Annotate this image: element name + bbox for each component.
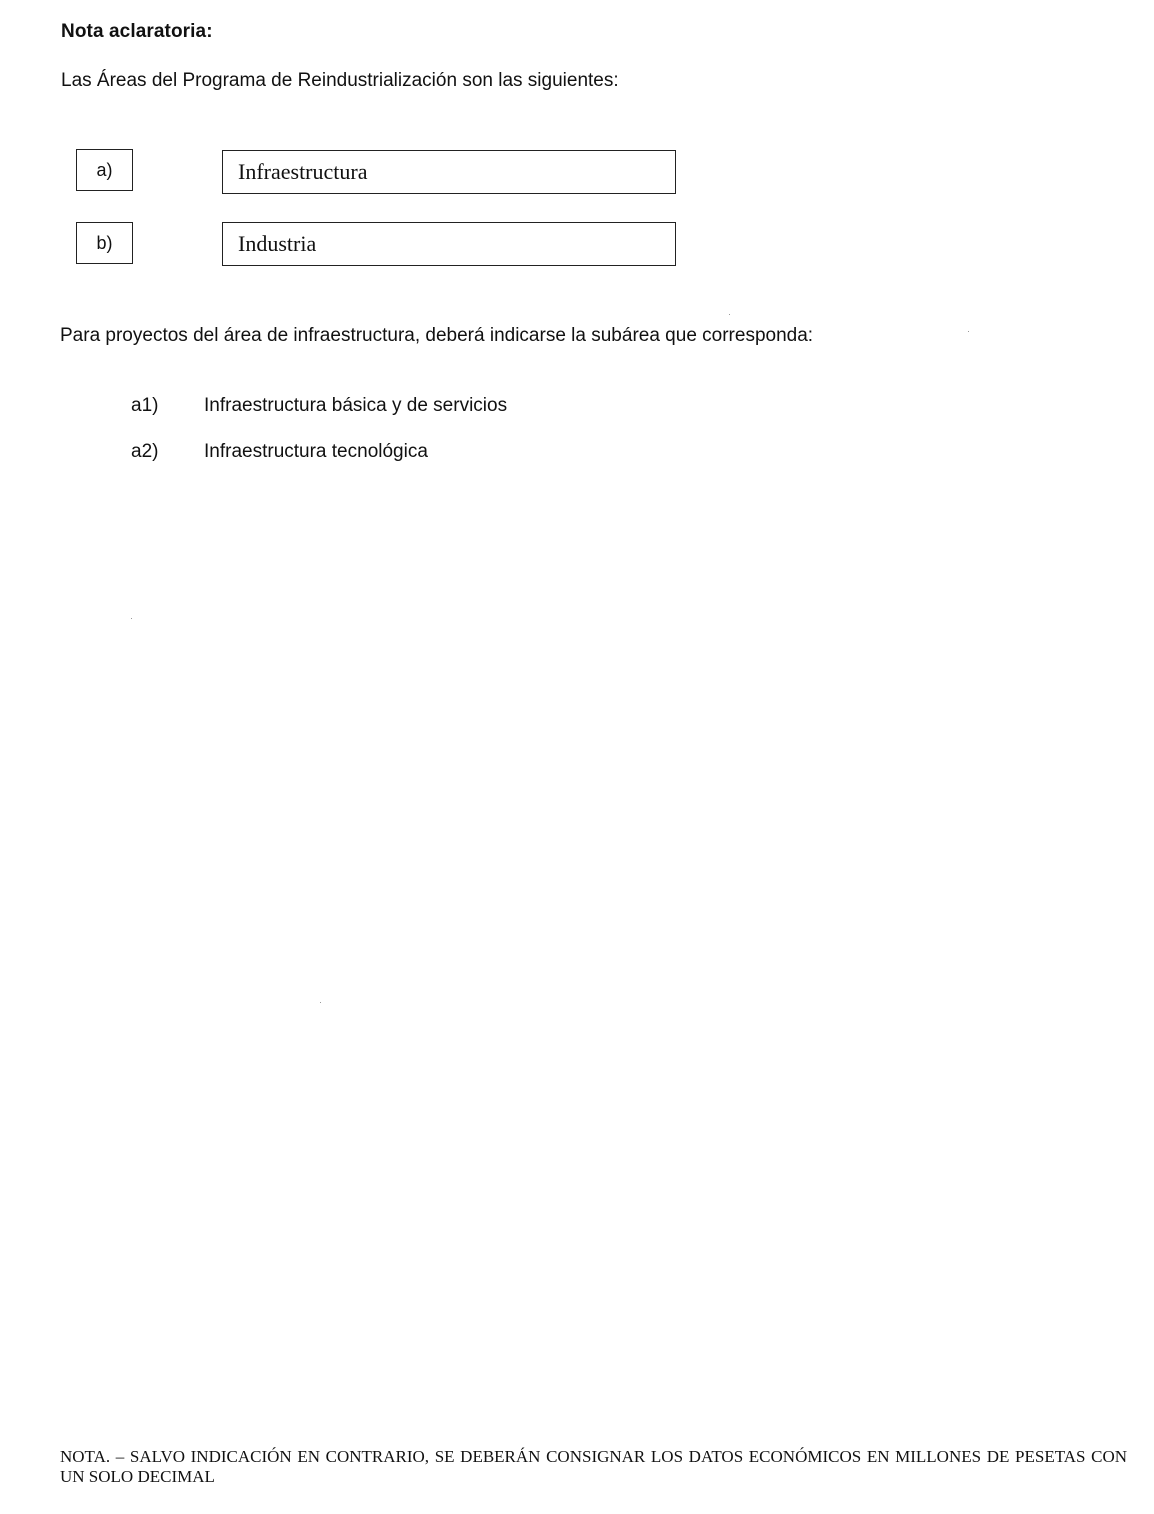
areas-intro: Las Áreas del Programa de Reindustrialización son las siguientes: bbox=[61, 70, 619, 91]
subarea-code: a2) bbox=[131, 441, 159, 462]
scan-speck bbox=[729, 314, 730, 315]
scan-speck bbox=[131, 618, 132, 619]
subarea-label: Infraestructura básica y de servicios bbox=[204, 395, 508, 416]
scan-speck bbox=[320, 1002, 321, 1003]
note-heading: Nota aclaratoria: bbox=[61, 21, 213, 42]
scan-speck bbox=[968, 331, 969, 332]
subarea-intro: Para proyectos del área de infraestructura, deberá indicarse la subárea que corresponda: bbox=[60, 325, 814, 346]
area-b-name: Industria bbox=[222, 222, 676, 266]
area-b-code: b) bbox=[76, 222, 133, 264]
area-a-code: a) bbox=[76, 149, 133, 191]
footer-note: NOTA. – SALVO INDICACIÓN EN CONTRARIO, SE DEBERÁN CONSIGNAR LOS DATOS ECONÓMICOS EN MILLONES DE PESETAS CON UN SOLO DECIMAL bbox=[60, 1447, 1127, 1486]
subarea-code: a1) bbox=[131, 395, 159, 416]
subarea-label: Infraestructura tecnológica bbox=[204, 441, 428, 462]
area-a-name: Infraestructura bbox=[222, 150, 676, 194]
